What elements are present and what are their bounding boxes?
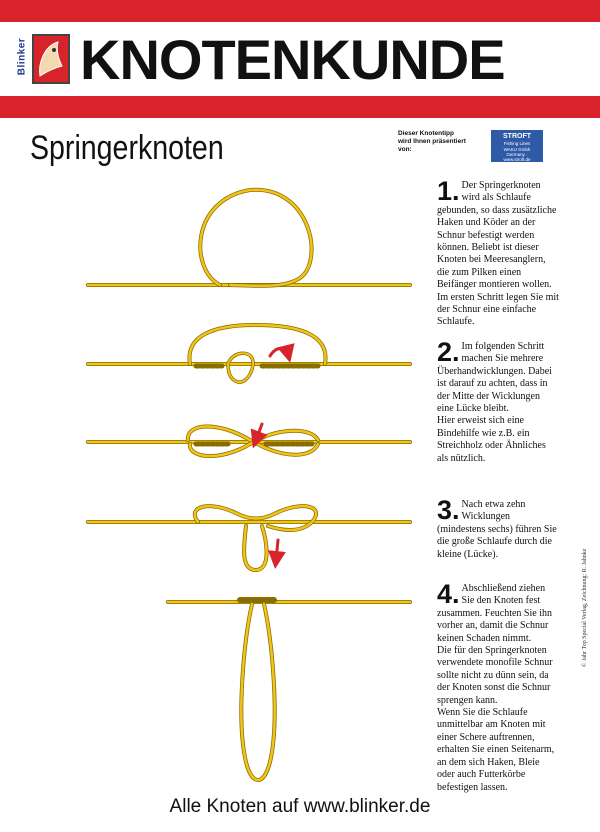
diagram-step-4 bbox=[168, 600, 410, 780]
step-4-text bbox=[437, 579, 559, 794]
step-number: 2. bbox=[437, 337, 460, 367]
step-paragraph: Abschließend ziehen Sie den Knoten fest zusammen. Feuchten Sie ihn vorher an, damit die Schnur keinen Schaden nimmt. bbox=[437, 583, 552, 644]
step-paragraph: Hier erweist sich eine Bindehilfe wie z.B. ein Streichholz oder Ähnliches als nützlich. bbox=[437, 415, 546, 464]
step-paragraph: Nach etwa zehn Wicklungen (mindestens sechs) führen Sie die große Schlaufe durch die kleine (Lücke). bbox=[437, 499, 557, 560]
masthead-title: KNOTENKUNDE bbox=[80, 28, 505, 91]
copyright-credit: © Jahr Top Special Verlag, Zeichnung: R. Jahnke bbox=[582, 548, 588, 667]
step-paragraph: Der Springerknoten wird als Schlaufe gebunden, so dass zusätzliche Haken und Köder an der Schnur befestigt werden können. Beliebt ist dieser Knoten bei Meeresanglern, die zum Pilken einen Beifänger montieren wollen. bbox=[437, 180, 557, 291]
step-paragraph: Wenn Sie die Schlaufe unmittelbar am Knoten mit einer Schere auftrennen, erhalten Sie einen Seitenarm, an dem sich Haken, Bleie oder auch Futterkörbe befestigen lassen. bbox=[437, 707, 555, 793]
step-3-text bbox=[437, 495, 559, 561]
diagram-step-2 bbox=[88, 325, 410, 382]
diagram-step-2b bbox=[88, 424, 410, 456]
sponsor-brand-small: WAKU Gmbh Germany · www.stroft.de bbox=[503, 147, 531, 162]
step-1-text bbox=[437, 176, 559, 329]
step-paragraph: Im ersten Schritt legen Sie mit der Schnur eine einfache Schlaufe. bbox=[437, 291, 559, 328]
step-number: 4. bbox=[437, 579, 460, 609]
sponsor-brand-sub: Fishing Lines bbox=[503, 141, 531, 146]
step-paragraph: Im folgenden Schritt machen Sie mehrere Überhandwicklungen. Dabei ist darauf zu achten, dass in der Mitte der Wicklungen eine Lücke bleibt. bbox=[437, 341, 552, 415]
diagram-step-3 bbox=[88, 506, 410, 570]
step-paragraph: Die für den Springerknoten verwendete monofile Schnur sollte nicht zu dünn sein, da der Knoten sonst die Schnur sprengen kann. bbox=[437, 645, 553, 706]
sponsor-caption: Dieser Knotentipp wird Ihnen präsentiert von: bbox=[398, 130, 466, 153]
logo-text: Blinker bbox=[16, 37, 28, 76]
step-number: 3. bbox=[437, 495, 460, 525]
footer-link-text: Alle Knoten auf www.blinker.de bbox=[169, 796, 431, 817]
page-title: Springerknoten bbox=[30, 129, 224, 167]
diagram-step-1 bbox=[88, 190, 410, 286]
step-number: 1. bbox=[437, 176, 460, 206]
sponsor-brand: STROFT bbox=[503, 133, 531, 140]
step-2-text bbox=[437, 337, 559, 465]
